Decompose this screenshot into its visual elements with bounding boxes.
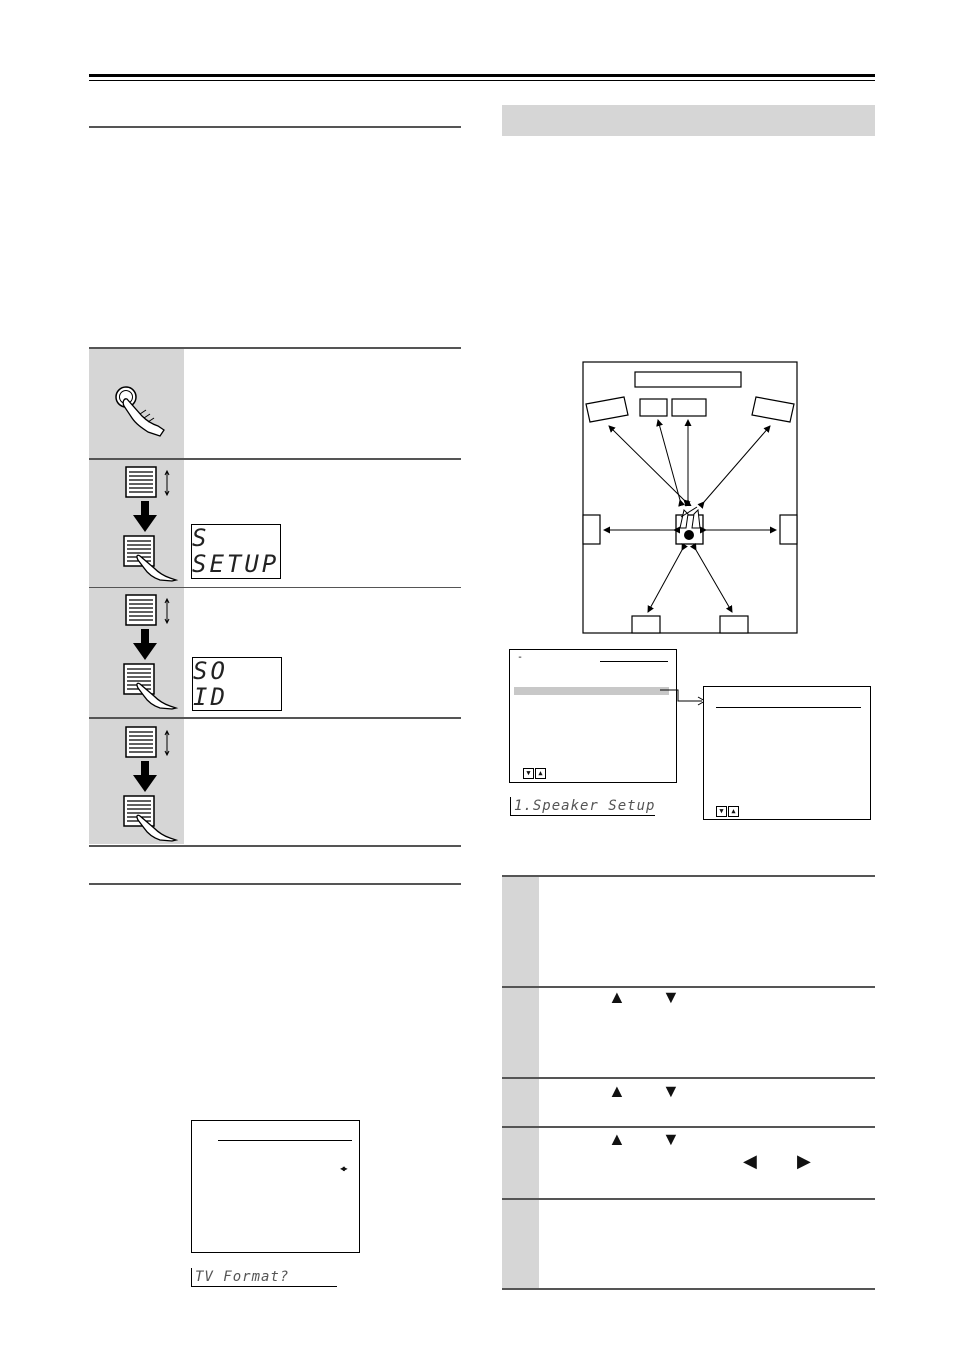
step-table-bottom-rule	[89, 845, 461, 847]
left-arrow-icon: ◀	[743, 1151, 757, 1171]
left-section-rule-2	[89, 883, 461, 885]
osd-nav-buttons	[523, 767, 547, 779]
right-step-table-bottom-rule	[502, 1288, 875, 1290]
right-step-divider-3	[502, 1126, 875, 1128]
surround-left-speaker	[583, 515, 600, 544]
speaker-submenu-osd-screen	[703, 686, 871, 820]
right-section-heading-bar	[502, 105, 875, 136]
osd-title-underline	[600, 661, 668, 662]
right-step-divider-2	[502, 1077, 875, 1079]
step-divider-1	[89, 458, 461, 460]
osd-title-underline	[218, 1140, 352, 1141]
speaker-setup-caption: 1.Speaker Setup	[514, 798, 656, 814]
press-knob-icon	[122, 534, 182, 582]
tv-format-caption-underline	[191, 1286, 337, 1287]
down-arrow-icon	[132, 501, 158, 533]
toggle-arrows-icon: ◀▶	[340, 1164, 346, 1173]
speaker-caption-underline	[510, 815, 655, 816]
nav-down-icon: ▼	[716, 806, 727, 817]
lcd-line-1: S	[192, 524, 210, 552]
surround-back-left-speaker	[632, 616, 660, 633]
down-arrow-icon	[132, 761, 158, 793]
down-arrow-icon	[132, 629, 158, 661]
nav-up-icon: ▲	[728, 806, 739, 817]
osd-highlighted-row[interactable]	[514, 687, 669, 695]
tv-format-caption-bracket	[191, 1268, 192, 1286]
speaker-setup-osd-screen	[509, 649, 677, 783]
tv-format-caption: TV Format?	[195, 1269, 290, 1285]
nav-down-icon: ▼	[523, 768, 534, 779]
tv-format-osd-screen	[191, 1120, 360, 1253]
press-button-icon	[108, 380, 178, 440]
selector-knob-icon	[125, 726, 175, 760]
up-arrow-icon: ▲	[608, 987, 626, 1007]
center-speaker-left	[640, 399, 667, 416]
step-divider-3	[89, 717, 461, 719]
osd-cursor-mark: -	[517, 652, 524, 663]
up-arrow-icon: ▲	[608, 1081, 626, 1101]
press-knob-icon	[122, 794, 182, 842]
lcd-display-id	[192, 657, 282, 711]
surround-right-speaker	[780, 515, 797, 544]
down-arrow-icon: ▼	[662, 1081, 680, 1101]
lcd-line-2: SETUP	[192, 550, 280, 578]
press-knob-icon	[122, 662, 182, 710]
down-arrow-icon: ▼	[662, 1129, 680, 1149]
right-arrow-icon: ▶	[797, 1151, 811, 1171]
lcd-display-setup	[191, 524, 281, 579]
osd-title-underline	[716, 707, 861, 708]
right-step-divider-4	[502, 1198, 875, 1200]
down-arrow-icon: ▼	[662, 987, 680, 1007]
surround-back-right-speaker	[720, 616, 748, 633]
speaker-caption-bracket	[510, 797, 511, 815]
center-speaker-right	[672, 399, 706, 416]
right-step-divider-1	[502, 986, 875, 988]
nav-up-icon: ▲	[535, 768, 546, 779]
up-arrow-icon: ▲	[608, 1129, 626, 1149]
top-rule-thin	[89, 80, 875, 81]
selector-knob-icon	[125, 466, 175, 500]
left-section-rule	[89, 126, 461, 128]
step-divider-2	[89, 587, 461, 588]
osd-nav-buttons	[716, 805, 740, 817]
tv-screen	[635, 372, 741, 387]
lcd-line-2: ID	[193, 683, 228, 711]
speaker-layout-diagram	[580, 360, 800, 636]
right-step-table-top-rule	[502, 875, 875, 877]
selector-knob-icon	[125, 594, 175, 628]
top-rule-thick	[89, 74, 875, 77]
right-step-number-column	[502, 877, 539, 1288]
lcd-line-1: SO	[193, 657, 228, 685]
